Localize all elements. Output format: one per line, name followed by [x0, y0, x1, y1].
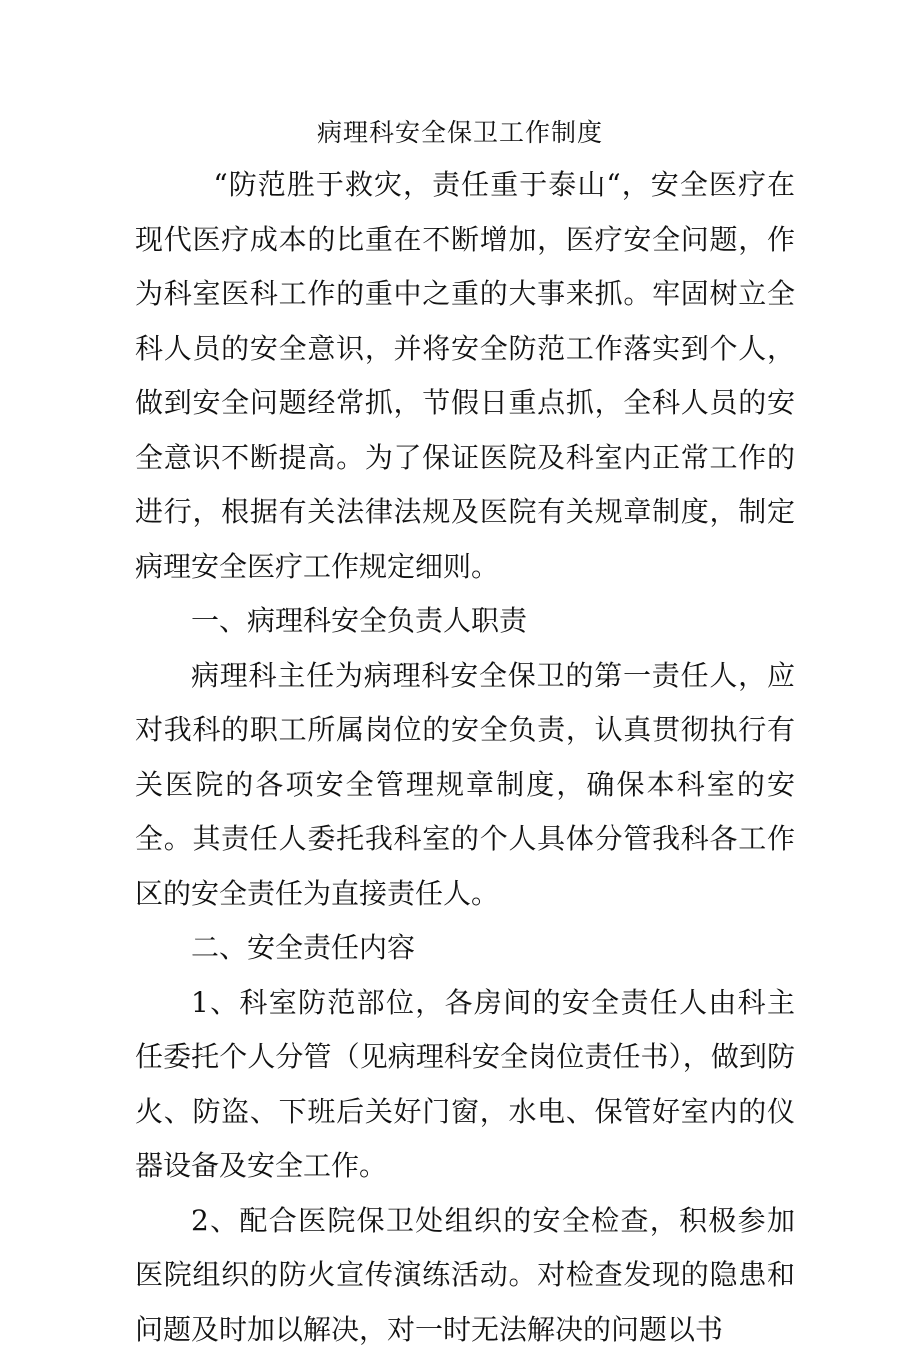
- section-1-paragraph: 病理科主任为病理科安全保卫的第一责任人，应对我科的职工所属岗位的安全负责，认真贯彻执行有关医院的各项安全管理规章制度，确保本科室的安全。其责任人委托我科室的个人具体分管我科各工作区的安全责任为直接责任人。: [135, 649, 795, 922]
- item-2-paragraph: 2、配合医院保卫处组织的安全检查，积极参加医院组织的防火宣传演练活动。对检查发现的隐患和问题及时加以解决，对一时无法解决的问题以书: [135, 1194, 795, 1357]
- intro-paragraph: “防范胜于救灾，责任重于泰山“，安全医疗在现代医疗成本的比重在不断增加，医疗安全问题，作为科室医科工作的重中之重的大事来抓。牢固树立全科人员的安全意识，并将安全防范工作落实到个人，做到安全问题经常抓，节假日重点抓，全科人员的安全意识不断提高。为了保证医院及科室内正常工作的进行，根据有关法律法规及医院有关规章制度，制定病理安全医疗工作规定细则。: [135, 158, 795, 594]
- section-heading-1: 一、病理科安全负责人职责: [135, 594, 795, 649]
- document-body: [135, 158, 795, 1357]
- document-title: 病理科安全保卫工作制度: [0, 113, 920, 153]
- item-1-paragraph: 1、科室防范部位，各房间的安全责任人由科主任委托个人分管（见病理科安全岗位责任书），做到防火、防盗、下班后关好门窗，水电、保管好室内的仪器设备及安全工作。: [135, 976, 795, 1194]
- section-heading-2: 二、安全责任内容: [135, 921, 795, 976]
